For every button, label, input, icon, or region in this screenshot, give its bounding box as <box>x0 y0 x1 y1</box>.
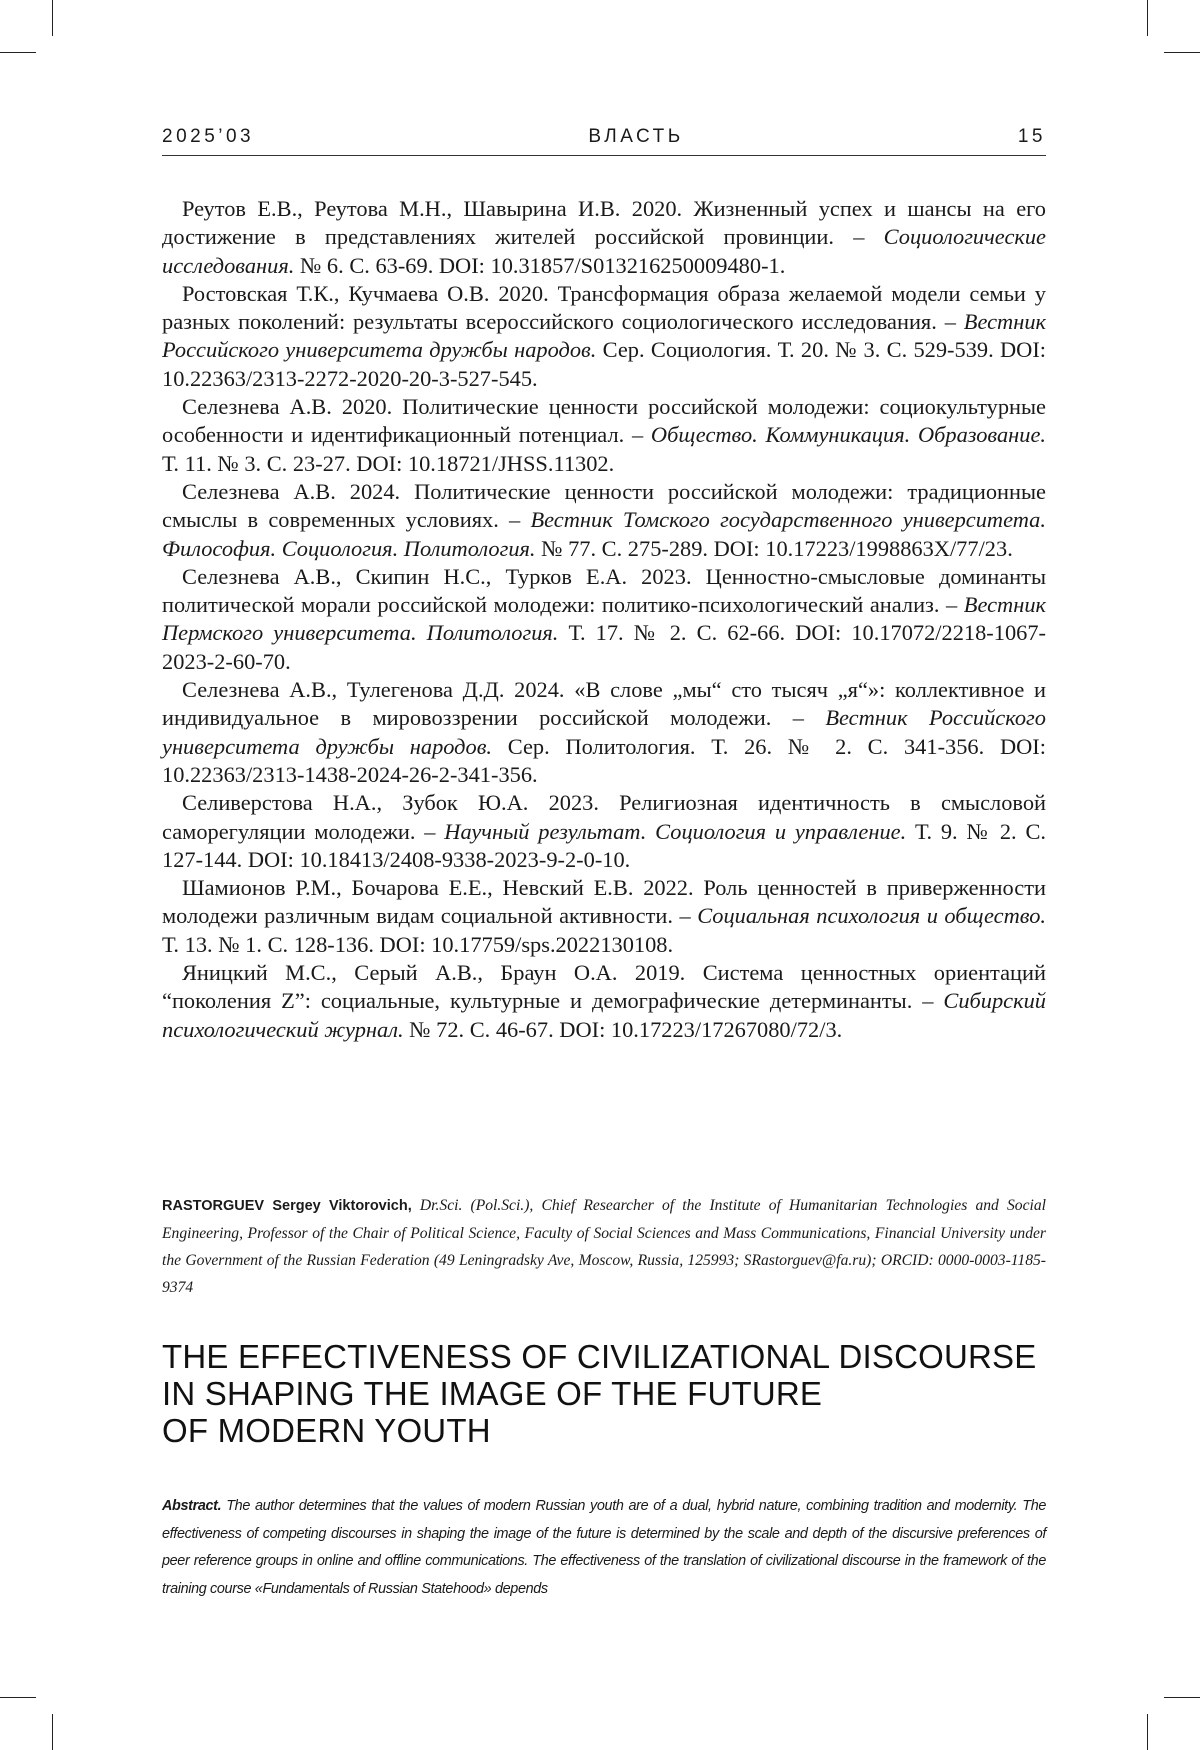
reference-item: Ростовская Т.К., Кучмаева О.В. 2020. Трансформация образа желаемой модели семьи у разных поколений: результаты всероссийского социологического исследования. – Вестник Российского университета дружбы народов. Сер. Социология. Т. 20. № 3. С. 529-539. DOI: 10.22363/2313-2272-2020-20-3-527-545. <box>162 280 1046 391</box>
author-details: Dr.Sci. (Pol.Sci.), Chief Researcher of the Institute of Humanitarian Technologies and Social Engineering, Professor of the Chair of Political Science, Faculty of Social Sciences and Mass Communications, Financial University under the Government of the Russian Federation (49 Leningradsky Ave, Moscow, Russia, 125993; SRastorguev@fa.ru); ORCID: 0000-0003-1185-9374 <box>162 1197 1046 1296</box>
author-name: RASTORGUEV Sergey Viktorovich, <box>162 1198 412 1214</box>
running-header <box>162 126 1046 148</box>
reference-item: Селиверстова Н.А., Зубок Ю.А. 2023. Религиозная идентичность в смысловой саморегуляции молодежи. – Научный результат. Социология и управление. Т. 9. № 2. С. 127-144. DOI: 10.18413/2408-9338-2023-9-2-0-10. <box>162 790 1046 872</box>
issue-number: 2025’03 <box>162 126 255 147</box>
crop-mark <box>0 52 36 53</box>
crop-mark <box>1164 1697 1200 1698</box>
reference-item: Яницкий М.С., Серый А.В., Браун О.А. 2019. Система ценностных ориентаций “поколения Z”: социальные, культурные и демографические детерминанты. – Сибирский психологический журнал. № 72. С. 46-67. DOI: 10.17223/17267080/72/3. <box>162 960 1046 1042</box>
reference-item: Селезнева А.В., Скипин Н.С., Турков Е.А. 2023. Ценностно-смысловые доминанты политической морали российской молодежи: политико-психологический анализ. – Вестник Пермского университета. Политология. Т. 17. № 2. С. 62-66. DOI: 10.17072/2218-1067-2023-2-60-70. <box>162 563 1046 674</box>
title-line: IN SHAPING THE IMAGE OF THE FUTURE <box>162 1375 823 1412</box>
page-number: 15 <box>1017 126 1046 147</box>
reference-list <box>162 195 1046 1044</box>
crop-mark <box>1147 1714 1148 1750</box>
reference-item: Селезнева А.В. 2020. Политические ценности российской молодежи: социокультурные особенности и идентификационный потенциал. – Общество. Коммуникация. Образование. Т. 11. № 3. С. 23-27. DOI: 10.18721/JHSS.11302. <box>162 394 1047 476</box>
crop-mark <box>1147 0 1148 36</box>
crop-mark <box>52 1714 53 1750</box>
reference-item: Шамионов Р.М., Бочарова Е.Е., Невский Е.В. 2022. Роль ценностей в приверженности молодежи различным видам социальной активности. – Социальная психология и общество. Т. 13. № 1. С. 128-136. DOI: 10.17759/sps.2022130108. <box>162 875 1046 957</box>
header-rule <box>162 155 1046 156</box>
reference-item: Селезнева А.В. 2024. Политические ценности российской молодежи: традиционные смыслы в современных условиях. – Вестник Томского государственного университета. Философия. Социология. Политология. № 77. С. 275-289. DOI: 10.17223/1998863X/77/23. <box>162 478 1046 561</box>
abstract-text: The author determines that the values of modern Russian youth are of a dual, hybrid nature, combining tradition and modernity. The effectiveness of competing discourses in shaping the image of the future is determined by the scale and depth of the discursive preferences of peer reference groups in online and offline communications. The effectiveness of the translation of civilizational discourse in the framework of the training course «Fundamentals of Russian Statehood» depends <box>162 1498 1046 1597</box>
article-title <box>162 1338 1046 1449</box>
reference-item: Селезнева А.В., Тулегенова Д.Д. 2024. «В слове „мы“ сто тысяч „я“»: коллективное и индивидуальное в мировоззрении российской молодежи. – Вестник Российского университета дружбы народов. Сер. Политология. Т. 26. № 2. С. 341-356. DOI: 10.22363/2313-1438-2024-26-2-341-356. <box>162 677 1046 787</box>
abstract <box>162 1493 1046 1603</box>
author-info <box>162 1192 1046 1301</box>
title-line: OF MODERN YOUTH <box>162 1412 491 1449</box>
abstract-label: Abstract. <box>162 1498 222 1514</box>
crop-mark <box>0 1697 36 1698</box>
journal-name: ВЛАСТЬ <box>588 126 684 147</box>
reference-item: Реутов Е.В., Реутова М.Н., Шавырина И.В. 2020. Жизненный успех и шансы на его достижение в представлениях жителей российской провинции. – Социологические исследования. № 6. С. 63-69. DOI: 10.31857/S013216250009480-1. <box>162 196 1046 278</box>
title-line: THE EFFECTIVENESS OF CIVILIZATIONAL DISCOURSE <box>162 1338 1037 1375</box>
crop-mark <box>52 0 53 36</box>
crop-mark <box>1164 52 1200 53</box>
